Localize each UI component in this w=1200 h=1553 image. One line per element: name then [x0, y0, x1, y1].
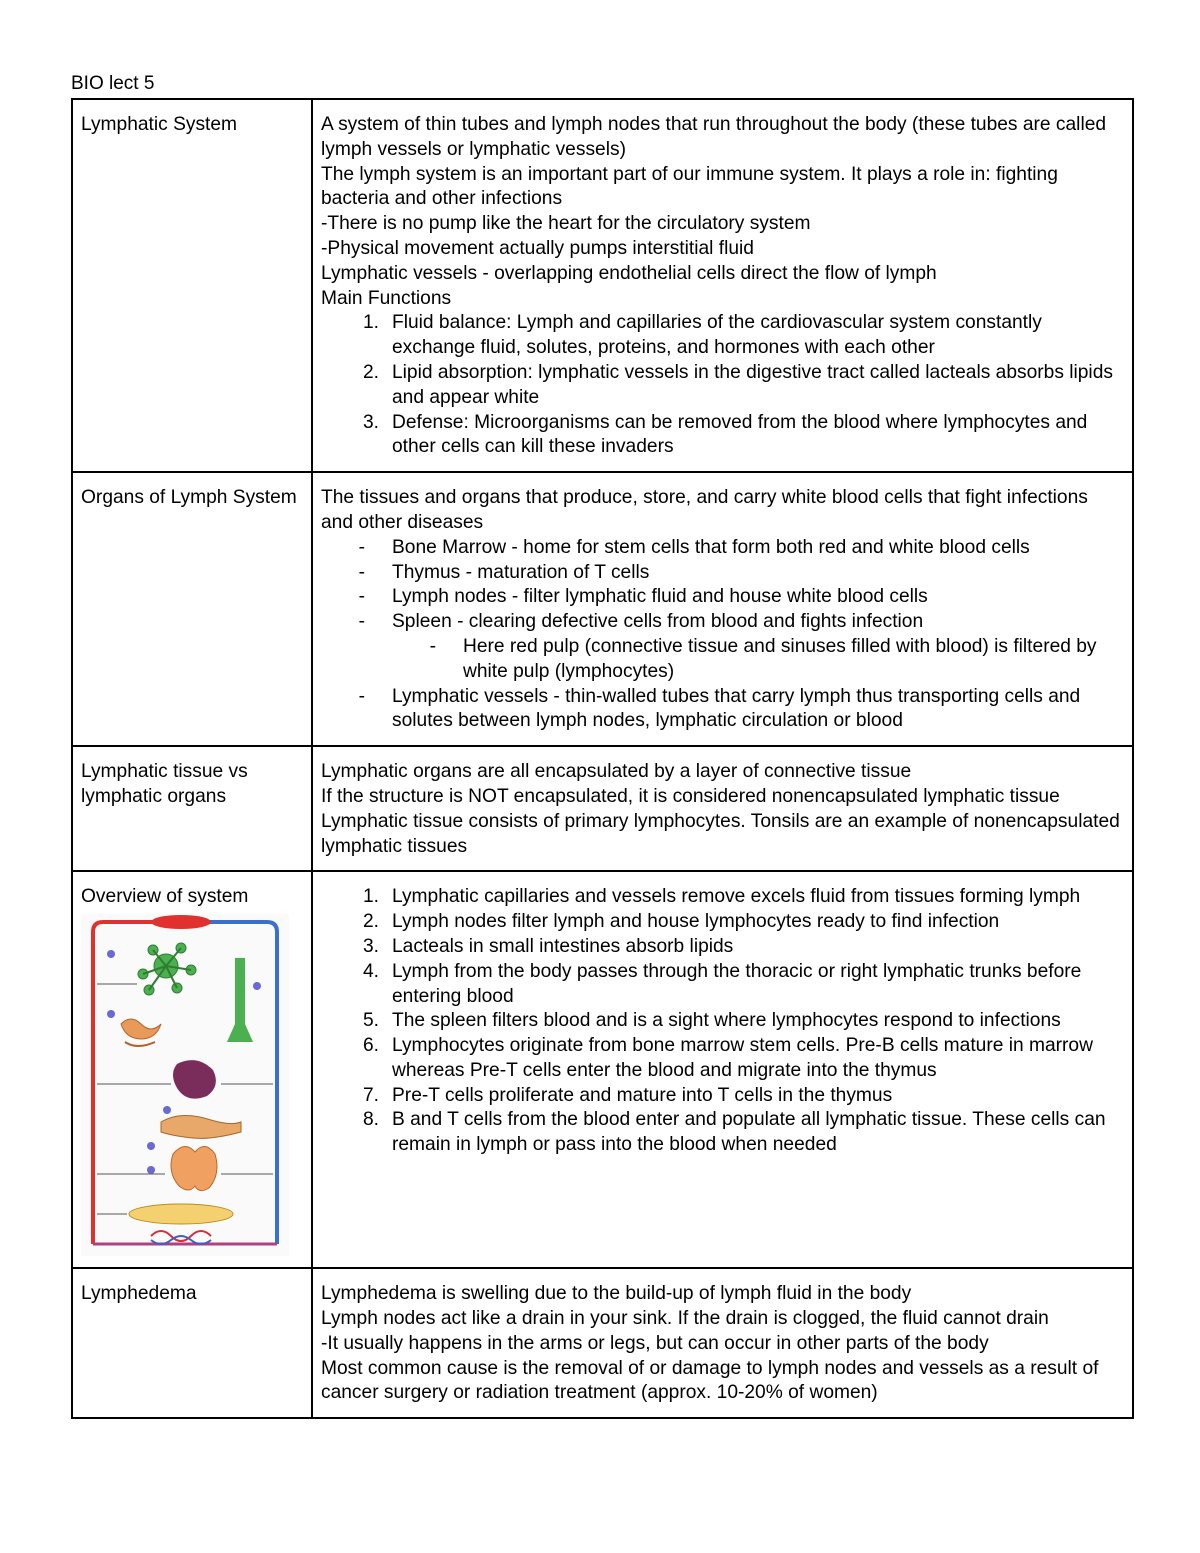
list-marker: - — [358, 611, 365, 633]
list-item-text: Spleen - clearing defective cells from blood and fights infection — [392, 611, 924, 633]
list-item — [321, 1034, 1124, 1084]
list-item-text: Pre-T cells proliferate and mature into T cells in the thymus — [392, 1084, 893, 1106]
table-row — [72, 871, 1133, 1268]
list-item-text: Lymph nodes - filter lymphatic fluid and house white blood cells — [392, 586, 928, 608]
list-marker: 1. — [362, 886, 379, 908]
text-line: Main Functions — [321, 287, 452, 309]
list-item — [321, 685, 1124, 735]
list-item-text: Thymus - maturation of T cells — [392, 561, 650, 583]
list-item — [321, 361, 1124, 411]
list-marker: - — [358, 586, 365, 608]
list-item — [321, 935, 1124, 960]
list-item — [321, 1108, 1124, 1158]
term-label: Overview of system — [81, 886, 249, 908]
term-label: Lymphedema — [81, 1283, 197, 1305]
term-label: Lymphatic System — [81, 114, 238, 135]
definition-cell — [312, 871, 1133, 1268]
list-item-text: Lacteals in small intestines absorb lipids — [392, 935, 734, 957]
text-line: The tissues and organs that produce, store, and carry white blood cells that fight infections and other diseases — [321, 487, 1088, 533]
term-label: Lymphatic tissue vs lymphatic organs — [81, 761, 248, 807]
text-line: -Physical movement actually pumps interstitial fluid — [321, 237, 754, 259]
text-line: Lymphatic tissue consists of primary lymphocytes. Tonsils are an example of nonencapsulated lymphatic tissues — [321, 810, 1120, 857]
text-line: Lymph nodes act like a drain in your sink. If the drain is clogged, the fluid cannot drain — [321, 1307, 1049, 1329]
list-item-text: B and T cells from the blood enter and populate all lymphatic tissue. These cells can remain in lymph or pass into the blood when needed — [392, 1109, 1106, 1156]
list-marker: - — [358, 561, 365, 583]
list-item-text: Lymph from the body passes through the thoracic or right lymphatic trunks before entering blood — [392, 960, 1082, 1007]
list-marker: - — [429, 635, 436, 657]
nested-dash-list — [392, 635, 1124, 685]
list-marker: 1. — [362, 312, 379, 334]
list-marker: 3. — [362, 411, 379, 433]
list-marker: 8. — [362, 1109, 379, 1131]
definition-cell — [312, 746, 1133, 871]
list-marker: 4. — [362, 960, 379, 982]
list-item — [321, 311, 1124, 361]
list-item-text: Bone Marrow - home for stem cells that form both red and white blood cells — [392, 536, 1030, 558]
numbered-list — [321, 311, 1124, 460]
list-item-text: Lymphocytes originate from bone marrow stem cells. Pre-B cells mature in marrow whereas Pre-T cells enter the blood and migrate into the thymus — [392, 1035, 1093, 1081]
term-label: Organs of Lymph System — [81, 487, 297, 509]
list-item — [392, 635, 1124, 685]
list-item-text: Lipid absorption: lymphatic vessels in the digestive tract called lacteals absorbs lipids and appear white — [392, 361, 1113, 408]
list-item — [321, 536, 1124, 561]
list-item — [321, 561, 1124, 586]
text-line: Most common cause is the removal of or damage to lymph nodes and vessels as a result of cancer surgery or radiation treatment (approx. 10-20% of women) — [321, 1357, 1099, 1404]
list-item-text: Lymph nodes filter lymph and house lymphocytes ready to find infection — [392, 911, 1000, 933]
list-item — [321, 1084, 1124, 1109]
text-line: Lymphatic vessels - overlapping endothelial cells direct the flow of lymph — [321, 262, 937, 284]
list-item-text: Fluid balance: Lymph and capillaries of the cardiovascular system constantly exchange fluid, solutes, proteins, and hormones with each other — [392, 312, 1042, 359]
list-item — [321, 610, 1124, 684]
notes-table — [71, 98, 1134, 1419]
list-item — [321, 910, 1124, 935]
list-marker: 7. — [362, 1084, 379, 1106]
definition-cell — [312, 472, 1133, 746]
definition-cell — [312, 99, 1133, 472]
term-cell — [72, 871, 312, 1268]
list-item-text: Lymphatic vessels - thin-walled tubes that carry lymph thus transporting cells and solutes between lymph nodes, lymphatic circulation or blood — [392, 685, 1081, 732]
dash-list — [321, 536, 1124, 734]
term-cell — [72, 746, 312, 871]
text-line: A system of thin tubes and lymph nodes that run throughout the body (these tubes are called lymph vessels or lymphatic vessels) — [321, 114, 1107, 160]
list-item-text: Here red pulp (connective tissue and sinuses filled with blood) is filtered by white pulp (lymphocytes) — [463, 635, 1097, 682]
text-line: Lymphedema is swelling due to the build-up of lymph fluid in the body — [321, 1283, 912, 1305]
text-line: -There is no pump like the heart for the circulatory system — [321, 213, 811, 235]
document-title: BIO lect 5 — [71, 73, 155, 94]
table-row — [72, 746, 1133, 871]
term-cell — [72, 1268, 312, 1418]
list-marker: - — [358, 536, 365, 558]
list-item — [321, 885, 1124, 910]
text-line: If the structure is NOT encapsulated, it is considered nonencapsulated lymphatic tissue — [321, 785, 1060, 807]
list-item-text: Lymphatic capillaries and vessels remove excels fluid from tissues forming lymph — [392, 886, 1081, 908]
numbered-list — [321, 885, 1124, 1158]
table-row — [72, 1268, 1133, 1418]
text-line: The lymph system is an important part of our immune system. It plays a role in: fighting bacteria and other infections — [321, 163, 1058, 210]
text-line: -It usually happens in the arms or legs, but can occur in other parts of the body — [321, 1332, 989, 1354]
list-marker: 2. — [362, 361, 379, 383]
list-marker: 5. — [362, 1010, 379, 1032]
list-marker: 6. — [362, 1035, 379, 1057]
list-item-text: Defense: Microorganisms can be removed from the blood where lymphocytes and other cells can kill these invaders — [392, 411, 1088, 458]
list-item — [321, 960, 1124, 1010]
text-line: Lymphatic organs are all encapsulated by a layer of connective tissue — [321, 761, 912, 783]
term-cell — [72, 99, 312, 472]
list-item — [321, 411, 1124, 461]
list-item — [321, 1009, 1124, 1034]
list-marker: 2. — [362, 911, 379, 933]
list-marker: - — [358, 685, 365, 707]
lymphatic-system-diagram — [81, 914, 289, 1256]
list-item-text: The spleen filters blood and is a sight where lymphocytes respond to infections — [392, 1010, 1061, 1032]
table-row — [72, 99, 1133, 472]
table-row — [72, 472, 1133, 746]
definition-cell — [312, 1268, 1133, 1418]
term-cell — [72, 472, 312, 746]
list-item — [321, 585, 1124, 610]
list-marker: 3. — [362, 935, 379, 957]
